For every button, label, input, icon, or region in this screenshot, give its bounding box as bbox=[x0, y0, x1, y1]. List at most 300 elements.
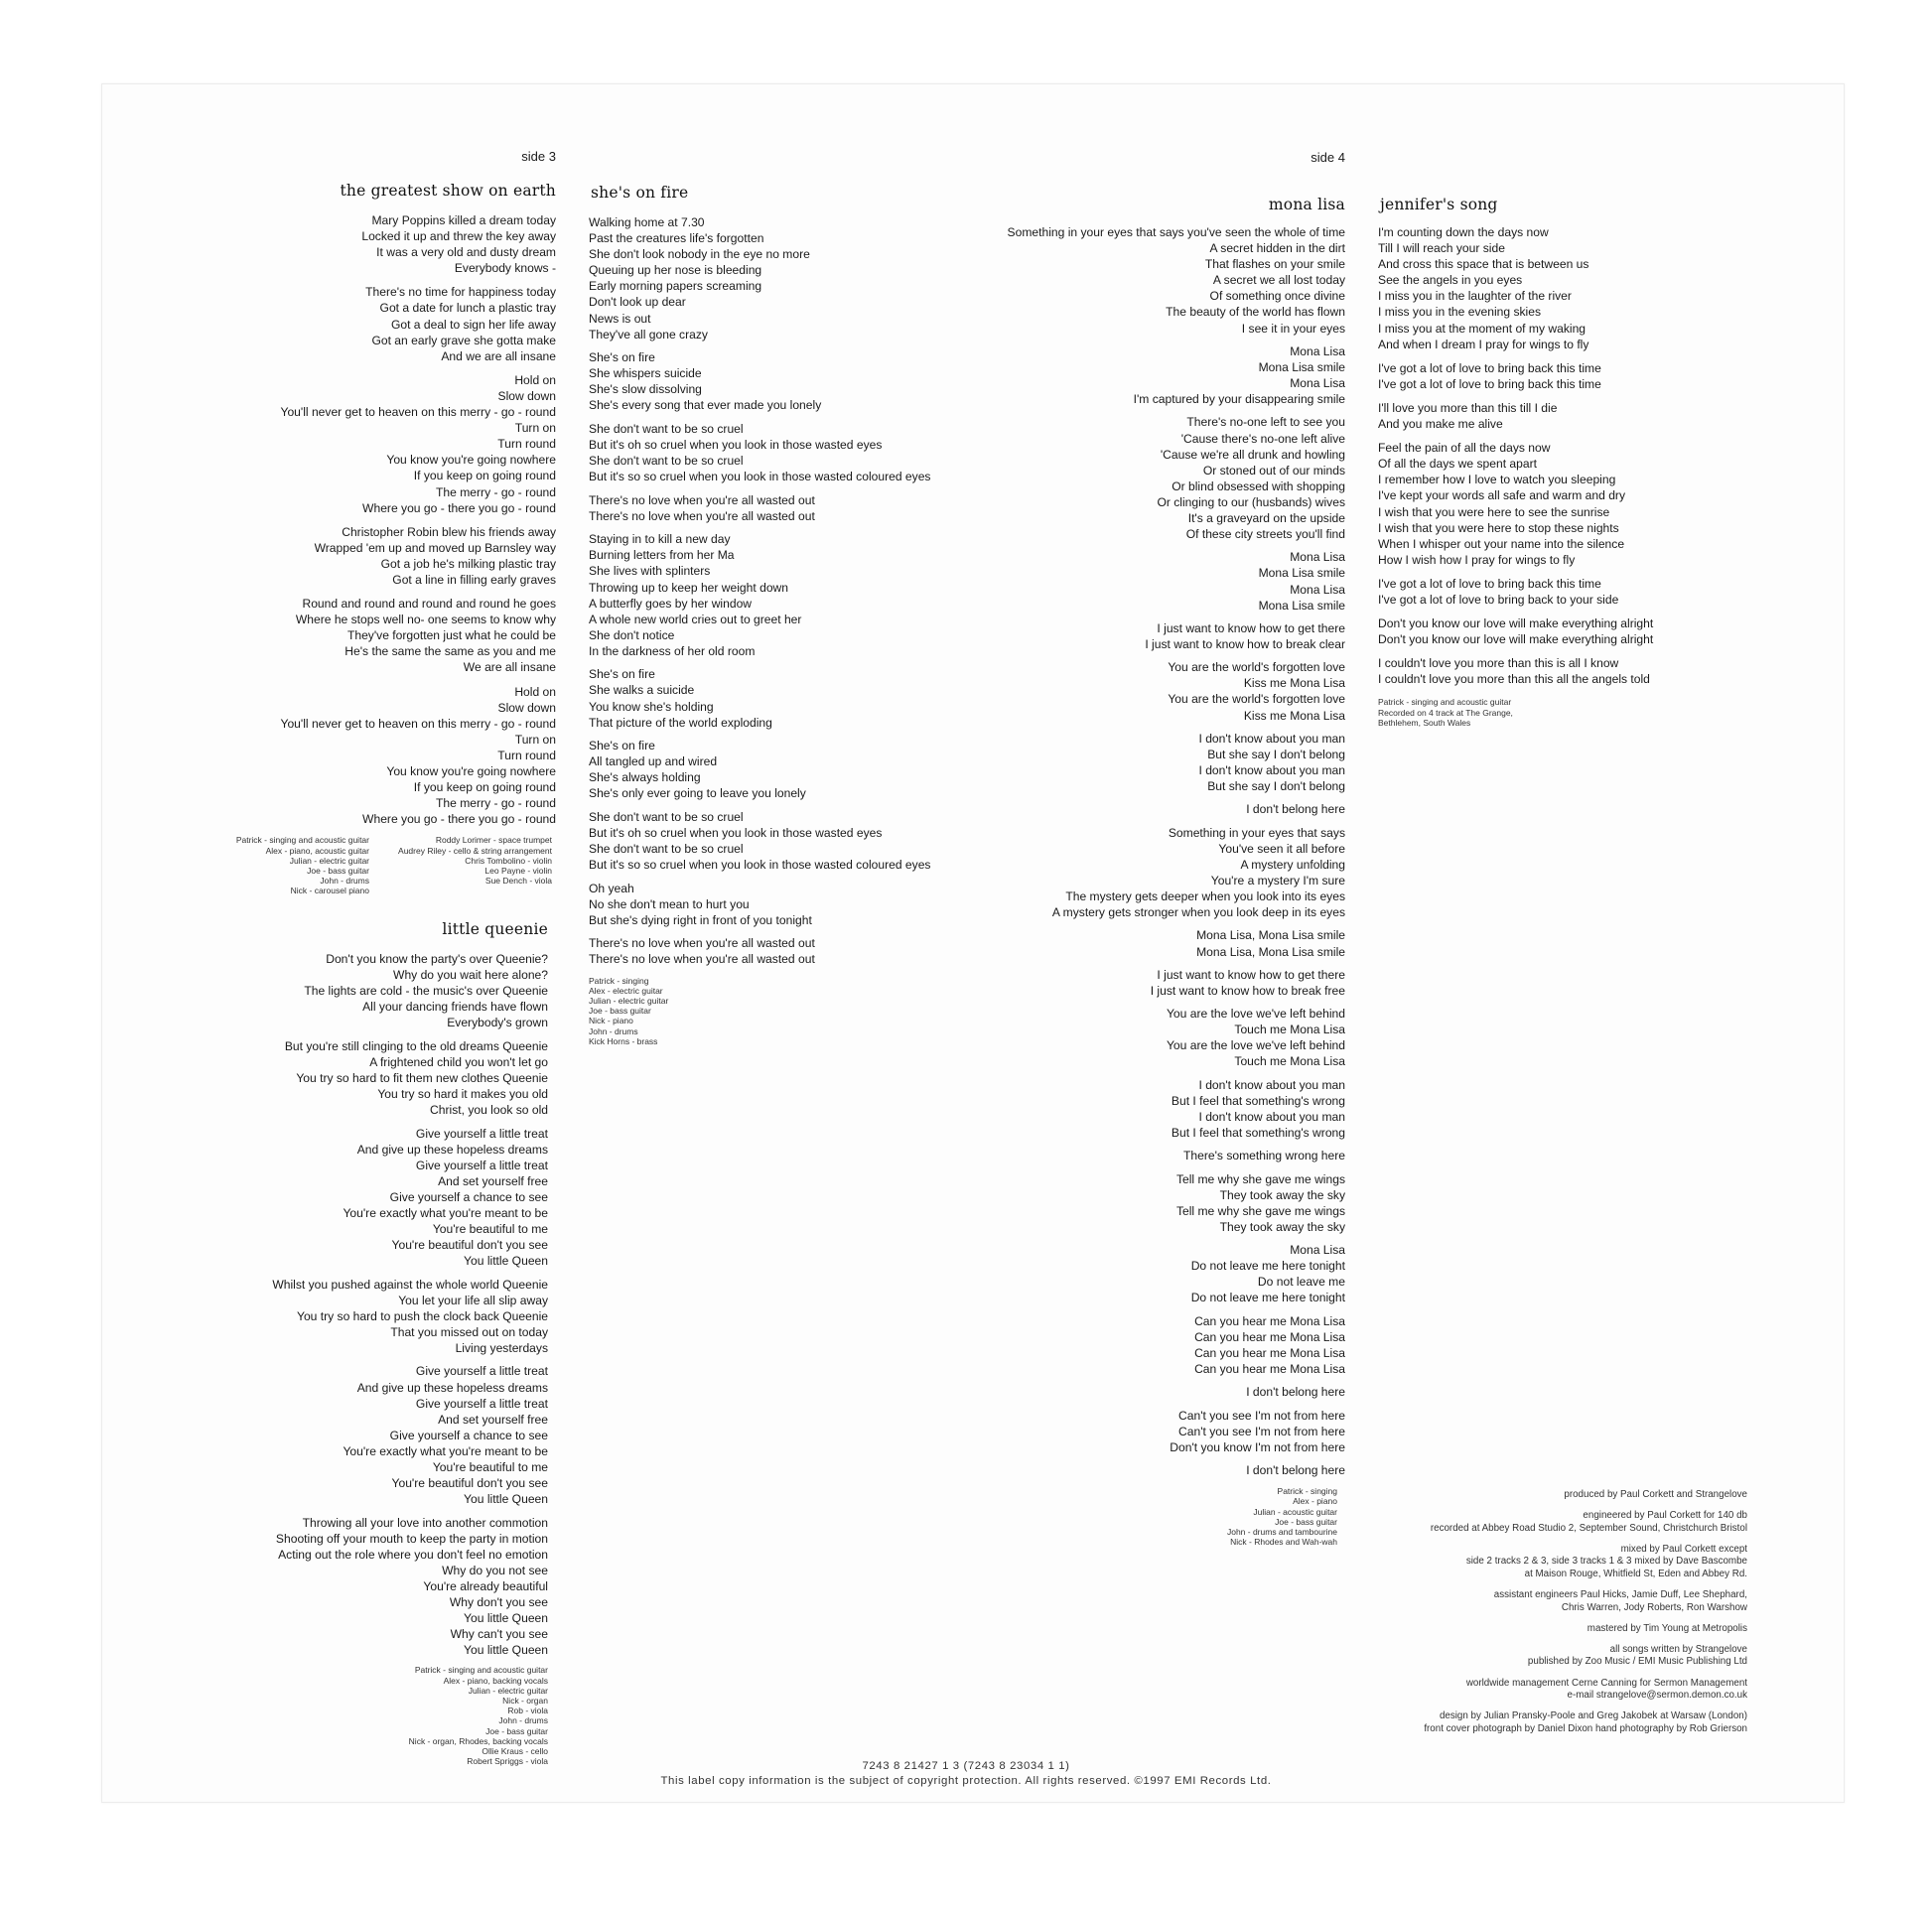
lyric-line: There's no time for happiness today bbox=[365, 285, 556, 300]
song-title: the greatest show on earth bbox=[340, 182, 556, 200]
lyrics bbox=[179, 951, 548, 1658]
lyric-line: Walking home at 7.30 bbox=[589, 215, 705, 229]
lyric-line: Don't you know our love will make everything alright bbox=[1378, 632, 1654, 647]
stanza bbox=[918, 224, 1345, 337]
stanza bbox=[1350, 1623, 1747, 1636]
lyric-line: All your dancing friends have flown bbox=[362, 1000, 548, 1015]
lyric-line: The mystery gets deeper when you look into its eyes bbox=[1065, 889, 1345, 904]
lyric-line: Turn on bbox=[514, 421, 556, 436]
lyric-line: She's slow dissolving bbox=[589, 382, 702, 397]
credits-block bbox=[179, 835, 552, 900]
stanza bbox=[918, 801, 1345, 817]
lyric-line: I've got a lot of love to bring back this time bbox=[1378, 576, 1601, 591]
stanza bbox=[918, 1242, 1345, 1305]
lyric-line: A butterfly goes by her window bbox=[589, 596, 753, 611]
credit-line: Audrey Riley - cello & string arrangement bbox=[398, 845, 552, 856]
lyric-line: Got a job he's milking plastic tray bbox=[380, 556, 556, 571]
lyric-line: I'm captured by your disappearing smile bbox=[1133, 392, 1345, 407]
lyric-line: You little Queen bbox=[464, 1492, 548, 1507]
lyrics bbox=[918, 224, 1345, 1478]
lyric-line: Don't you know I'm not from here bbox=[1170, 1439, 1345, 1454]
lyric-line: There's no-one left to see you bbox=[1186, 415, 1345, 430]
lyric-line: A whole new world cries out to greet her bbox=[589, 612, 802, 626]
lyric-line: But she say I don't belong bbox=[1207, 779, 1345, 794]
song-mona-lisa bbox=[918, 195, 1345, 1547]
credit-line: Joe - bass guitar bbox=[589, 1006, 651, 1017]
lyric-line: But I feel that something's wrong bbox=[1171, 1093, 1345, 1108]
lyric-line: I just want to know how to break clear bbox=[1145, 637, 1345, 651]
lyric-line: 'Cause we're all drunk and howling bbox=[1160, 447, 1345, 462]
lyric-line: I couldn't love you more than this all the angels told bbox=[1378, 672, 1650, 687]
lyric-line: They've forgotten just what he could be bbox=[346, 628, 556, 643]
song-title: jennifer's song bbox=[1380, 196, 1498, 213]
lyric-line: A secret we all lost today bbox=[1212, 273, 1345, 288]
stanza bbox=[918, 967, 1345, 999]
lyric-line: I don't know about you man bbox=[1198, 1109, 1345, 1124]
lyric-line: She walks a suicide bbox=[589, 683, 695, 698]
lyric-line: Slow down bbox=[497, 388, 556, 403]
lyric-line: You try so hard to push the clock back Queenie bbox=[296, 1308, 548, 1323]
credit-line: Nick - piano bbox=[589, 1016, 633, 1026]
stanza bbox=[179, 1126, 548, 1270]
lyric-line: Got a deal to sign her life away bbox=[390, 317, 556, 332]
credits-block bbox=[918, 1486, 1337, 1547]
lyric-line: worldwide management Cerne Canning for Sermon Management bbox=[1465, 1677, 1747, 1689]
lyric-line: Burning letters from her Ma bbox=[589, 548, 735, 563]
lyric-line: Mona Lisa smile bbox=[1258, 359, 1345, 374]
side-3-label: side 3 bbox=[521, 149, 556, 164]
stanza bbox=[1350, 1678, 1747, 1703]
lyric-line: But it's so so cruel when you look in those wasted coloured eyes bbox=[589, 470, 931, 484]
lyric-line: The beauty of the world has flown bbox=[1166, 305, 1345, 320]
lyric-line: You'll never get to heaven on this merry - go - round bbox=[280, 716, 556, 731]
lyric-line: Early morning papers screaming bbox=[589, 279, 762, 294]
song-title: little queenie bbox=[442, 920, 548, 938]
lyric-line: Whilst you pushed against the whole world Queenie bbox=[272, 1277, 548, 1292]
lyric-line: e-mail strangelove@sermon.demon.co.uk bbox=[1567, 1690, 1747, 1702]
lyric-line: You'll never get to heaven on this merry - go - round bbox=[280, 405, 556, 420]
lyric-line: assistant engineers Paul Hicks, Jamie Duff, Lee Shephard, bbox=[1493, 1589, 1747, 1601]
stanza bbox=[179, 596, 556, 675]
lyric-line: Mary Poppins killed a dream today bbox=[371, 213, 556, 227]
lyric-line: I don't know about you man bbox=[1198, 731, 1345, 746]
lyric-line: Where you go - there you go - round bbox=[362, 500, 556, 515]
lyric-line: I wish that you were here to see the sunrise bbox=[1378, 504, 1610, 519]
lyric-line: And give up these hopeless dreams bbox=[356, 1380, 548, 1395]
lyric-line: Living yesterdays bbox=[455, 1341, 548, 1356]
song-little-queenie bbox=[179, 919, 548, 1766]
lyric-line: She's always holding bbox=[589, 770, 701, 785]
credit-line: Ollie Kraus - cello bbox=[482, 1746, 548, 1757]
lyric-line: Queuing up her nose is bleeding bbox=[589, 263, 762, 278]
lyric-line: Give yourself a little treat bbox=[415, 1396, 548, 1411]
lyric-line: Don't look up dear bbox=[589, 295, 686, 310]
copyright-notice: This label copy information is the subject of copyright protection. All rights reserved. ©1997 EMI Records Ltd. bbox=[660, 1775, 1272, 1787]
lyric-line: That you missed out on today bbox=[390, 1324, 548, 1339]
stanza bbox=[179, 284, 556, 363]
lyric-line: Of these city streets you'll find bbox=[1185, 527, 1345, 542]
credit-line: Leo Payne - violin bbox=[484, 865, 552, 876]
lyric-line: Do not leave me bbox=[1257, 1275, 1345, 1290]
lyric-line: A secret hidden in the dirt bbox=[1209, 241, 1345, 256]
lyric-line: Touch me Mona Lisa bbox=[1234, 1054, 1345, 1069]
lyric-line: Why do you not see bbox=[442, 1563, 548, 1577]
lyric-line: You are the love we've left behind bbox=[1166, 1007, 1345, 1022]
stanza bbox=[179, 1038, 548, 1118]
lyric-line: Why do you wait here alone? bbox=[393, 968, 548, 983]
lyric-line: You try so hard it makes you old bbox=[377, 1087, 548, 1102]
lyric-line: But it's oh so cruel when you look in those wasted eyes bbox=[589, 438, 883, 452]
lyric-line: I wish that you were here to stop these nights bbox=[1378, 520, 1619, 535]
lyric-line: Locked it up and threw the key away bbox=[361, 229, 556, 244]
lyric-line: Don't you know the party's over Queenie? bbox=[326, 952, 548, 966]
lyric-line: And we are all insane bbox=[441, 348, 556, 363]
lyric-line: Mona Lisa bbox=[1290, 343, 1345, 358]
stanza bbox=[1350, 1589, 1747, 1614]
lyric-line: It was a very old and dusty dream bbox=[376, 245, 556, 260]
credit-line: Chris Tombolino - violin bbox=[465, 855, 552, 866]
credit-line: Julian - electric guitar bbox=[468, 1685, 548, 1696]
lyric-line: In the darkness of her old room bbox=[589, 643, 756, 658]
lyric-line: at Maison Rouge, Whitfield St, Eden and Abbey Rd. bbox=[1524, 1568, 1747, 1579]
stanza bbox=[1350, 1510, 1747, 1535]
lyric-line: A mystery gets stronger when you look deep in its eyes bbox=[1051, 905, 1345, 920]
lyric-line: You're beautiful don't you see bbox=[391, 1238, 548, 1253]
stanza bbox=[1378, 440, 1795, 568]
lyric-line: But she's dying right in front of you tonight bbox=[589, 912, 812, 927]
stanza bbox=[1350, 1644, 1747, 1669]
lyric-line: A frightened child you won't let go bbox=[369, 1054, 548, 1069]
lyric-line: That picture of the world exploding bbox=[589, 715, 772, 730]
lyric-line: There's no love when you're all wasted out bbox=[589, 936, 815, 951]
credit-line: Bethlehem, South Wales bbox=[1378, 717, 1471, 728]
lyric-line: And you make me alive bbox=[1378, 417, 1503, 432]
lyric-line: Or stoned out of our minds bbox=[1202, 463, 1345, 478]
lyric-line: Past the creatures life's forgotten bbox=[589, 231, 764, 246]
lyric-line: She's only ever going to leave you lonely bbox=[589, 786, 806, 801]
credit-line: Patrick - singing bbox=[589, 975, 649, 986]
lyric-line: Got a date for lunch a plastic tray bbox=[379, 301, 556, 316]
lyric-line: She lives with splinters bbox=[589, 564, 711, 579]
lyric-line: If you keep on going round bbox=[413, 469, 556, 483]
lyric-line: side 2 tracks 2 & 3, side 3 tracks 1 & 3 mixed by Dave Bascombe bbox=[1465, 1556, 1747, 1568]
credit-line: Alex - piano, acoustic guitar bbox=[265, 845, 369, 856]
lyric-line: I couldn't love you more than this is all I know bbox=[1378, 656, 1619, 671]
lyric-line: I miss you at the moment of my waking bbox=[1378, 321, 1587, 336]
lyric-line: Feel the pain of all the days now bbox=[1378, 441, 1551, 456]
lyric-line: Mona Lisa bbox=[1290, 1243, 1345, 1258]
side-4-label: side 4 bbox=[1311, 150, 1345, 165]
stanza bbox=[179, 212, 556, 276]
lyric-line: all songs written by Strangelove bbox=[1609, 1643, 1747, 1655]
credit-line: Alex - piano bbox=[1293, 1496, 1337, 1507]
lyric-line: I see it in your eyes bbox=[1241, 321, 1345, 336]
lyric-line: Or clinging to our (husbands) wives bbox=[1157, 494, 1345, 509]
lyric-line: That flashes on your smile bbox=[1204, 257, 1345, 272]
stanza bbox=[179, 1363, 548, 1507]
lyric-line: Of all the days we spent apart bbox=[1378, 457, 1537, 472]
lyric-line: The merry - go - round bbox=[436, 796, 556, 811]
stanza bbox=[179, 524, 556, 588]
lyric-line: You're beautiful to me bbox=[432, 1222, 548, 1237]
lyric-line: 'Cause there's no-one left alive bbox=[1180, 431, 1345, 446]
song-greatest-show-on-earth bbox=[179, 181, 556, 900]
lyric-line: I've got a lot of love to bring back this time bbox=[1378, 376, 1601, 391]
credit-line: Recorded on 4 track at The Grange, bbox=[1378, 707, 1513, 718]
lyric-line: News is out bbox=[589, 311, 651, 326]
song-title: mona lisa bbox=[1268, 196, 1345, 213]
lyric-line: Round and round and round and round he goes bbox=[302, 597, 556, 612]
catalog-number: 7243 8 21427 1 3 (7243 8 23034 1 1) bbox=[862, 1760, 1070, 1772]
credit-line: Kick Horns - brass bbox=[589, 1035, 658, 1046]
lyric-line: Do not leave me here tonight bbox=[1190, 1291, 1345, 1305]
lyric-line: I miss you in the evening skies bbox=[1378, 305, 1542, 320]
lyric-line: You are the love we've left behind bbox=[1166, 1038, 1345, 1053]
lyric-line: I've got a lot of love to bring back this time bbox=[1378, 360, 1601, 375]
lyric-line: You little Queen bbox=[464, 1643, 548, 1658]
lyric-line: Kiss me Mona Lisa bbox=[1243, 676, 1345, 691]
lyric-line: But it's oh so cruel when you look in those wasted eyes bbox=[589, 826, 883, 841]
lyric-line: Give yourself a chance to see bbox=[389, 1189, 548, 1204]
credit-line: John - drums and tambourine bbox=[1226, 1526, 1337, 1537]
lyric-line: Give yourself a little treat bbox=[415, 1158, 548, 1172]
stanza bbox=[1378, 224, 1795, 352]
lyric-line: But she say I don't belong bbox=[1207, 747, 1345, 761]
stanza bbox=[918, 1006, 1345, 1069]
lyric-line: She don't want to be so cruel bbox=[589, 842, 744, 857]
lyric-line: Mona Lisa bbox=[1290, 550, 1345, 565]
lyric-line: Wrapped 'em up and moved up Barnsley way bbox=[314, 540, 556, 555]
lyric-line: Can you hear me Mona Lisa bbox=[1194, 1362, 1345, 1376]
lyric-line: If you keep on going round bbox=[413, 780, 556, 795]
lyric-line: recorded at Abbey Road Studio 2, September Sound, Christchurch Bristol bbox=[1430, 1522, 1747, 1534]
stanza bbox=[179, 372, 556, 516]
lyric-line: Hold on bbox=[514, 684, 556, 699]
lyric-line: Everybody's grown bbox=[447, 1016, 548, 1030]
lyric-line: I've kept your words all safe and warm and dry bbox=[1378, 488, 1626, 503]
lyric-line: You're exactly what you're meant to be bbox=[343, 1206, 548, 1220]
credits-left bbox=[236, 835, 369, 895]
lyric-line: Why can't you see bbox=[450, 1627, 548, 1642]
lyric-line: Oh yeah bbox=[589, 881, 634, 895]
lyric-line: We are all insane bbox=[463, 660, 556, 675]
stanza bbox=[1378, 360, 1795, 392]
lyric-line: You little Queen bbox=[464, 1254, 548, 1269]
lyric-line: You are the world's forgotten love bbox=[1168, 660, 1345, 675]
lyrics bbox=[1378, 224, 1795, 687]
lyric-line: A mystery unfolding bbox=[1240, 857, 1345, 872]
stanza bbox=[1378, 615, 1795, 647]
lyric-line: Mona Lisa, Mona Lisa smile bbox=[1196, 928, 1345, 943]
lyric-line: But it's so so cruel when you look in those wasted coloured eyes bbox=[589, 858, 931, 873]
credit-line: John - drums bbox=[320, 876, 369, 887]
lyric-line: She's every song that ever made you lonely bbox=[589, 398, 822, 413]
lyrics bbox=[179, 212, 556, 827]
lyric-line: Mona Lisa bbox=[1290, 582, 1345, 597]
credit-line: John - drums bbox=[498, 1715, 548, 1726]
lyric-line: Acting out the role where you don't feel no emotion bbox=[278, 1547, 548, 1562]
lyric-line: Turn on bbox=[514, 732, 556, 747]
lyric-line: Tell me why she gave me wings bbox=[1175, 1171, 1345, 1186]
stanza bbox=[1350, 1710, 1747, 1735]
lyric-line: I've got a lot of love to bring back to your side bbox=[1378, 592, 1619, 607]
lyric-line: You're exactly what you're meant to be bbox=[343, 1443, 548, 1458]
credit-line: Alex - electric guitar bbox=[589, 985, 663, 996]
lyric-line: And give up these hopeless dreams bbox=[356, 1142, 548, 1157]
stanza bbox=[179, 1515, 548, 1659]
lyric-line: I don't know about you man bbox=[1198, 763, 1345, 778]
lyric-line: Staying in to kill a new day bbox=[589, 532, 731, 547]
lyric-line: The merry - go - round bbox=[436, 484, 556, 499]
lyric-line: Mona Lisa smile bbox=[1258, 598, 1345, 613]
lyric-line: Why don't you see bbox=[449, 1595, 548, 1610]
stanza bbox=[1350, 1544, 1747, 1581]
stanza bbox=[918, 659, 1345, 723]
lyric-line: Can you hear me Mona Lisa bbox=[1194, 1329, 1345, 1344]
credit-line: Joe - bass guitar bbox=[1275, 1516, 1337, 1527]
lyric-line: I'll love you more than this till I die bbox=[1378, 400, 1558, 415]
lyric-line: There's no love when you're all wasted out bbox=[589, 952, 815, 967]
lyric-line: I just want to know how to break free bbox=[1150, 983, 1345, 998]
credit-line: John - drums bbox=[589, 1025, 638, 1036]
lyric-line: I don't belong here bbox=[1246, 1385, 1345, 1400]
lyric-line: Christ, you look so old bbox=[430, 1103, 548, 1118]
lyric-line: All tangled up and wired bbox=[589, 754, 718, 769]
stanza bbox=[918, 1313, 1345, 1377]
stanza bbox=[179, 684, 556, 828]
lyric-line: I don't belong here bbox=[1246, 802, 1345, 817]
stanza bbox=[918, 1408, 1345, 1455]
lyric-line: She's on fire bbox=[589, 739, 655, 753]
stanza bbox=[918, 414, 1345, 542]
credits-block bbox=[1378, 697, 1795, 728]
credit-line: Rob - viola bbox=[507, 1706, 548, 1716]
lyric-line: You're already beautiful bbox=[423, 1578, 548, 1593]
credit-line: Patrick - singing bbox=[1277, 1486, 1337, 1497]
lyric-line: Do not leave me here tonight bbox=[1190, 1259, 1345, 1274]
lyric-line: But I feel that something's wrong bbox=[1171, 1126, 1345, 1141]
lyric-line: produced by Paul Corkett and Strangelove bbox=[1564, 1489, 1747, 1500]
lyric-line: No she don't mean to hurt you bbox=[589, 896, 750, 911]
lyric-line: He's the same the same as you and me bbox=[345, 644, 556, 659]
stanza bbox=[918, 1077, 1345, 1141]
stanza bbox=[918, 927, 1345, 959]
credit-line: Julian - electric guitar bbox=[289, 855, 369, 866]
lyric-line: She's on fire bbox=[589, 667, 655, 682]
lyric-line: She whispers suicide bbox=[589, 366, 702, 381]
lyric-line: Something in your eyes that says bbox=[1168, 825, 1345, 840]
credit-line: Patrick - singing and acoustic guitar bbox=[1378, 697, 1512, 708]
lyric-line: The lights are cold - the music's over Queenie bbox=[304, 984, 548, 999]
stanza bbox=[1378, 400, 1795, 432]
lyric-line: design by Julian Pransky-Poole and Greg Jakobek at Warsaw (London) bbox=[1439, 1710, 1747, 1722]
stanza bbox=[918, 620, 1345, 652]
lyric-line: You know you're going nowhere bbox=[386, 764, 556, 778]
stanza bbox=[1378, 655, 1795, 687]
lyric-line: Turn round bbox=[497, 437, 556, 452]
lyric-line: There's no love when you're all wasted out bbox=[589, 492, 815, 507]
lyric-line: Can't you see I'm not from here bbox=[1178, 1408, 1345, 1423]
lyric-line: I just want to know how to get there bbox=[1157, 967, 1345, 982]
stanza bbox=[918, 1462, 1345, 1478]
lyric-line: She don't notice bbox=[589, 627, 675, 642]
lyric-line: And set yourself free bbox=[438, 1412, 548, 1427]
lyric-line: You're beautiful don't you see bbox=[391, 1476, 548, 1491]
lyric-line: It's a graveyard on the upside bbox=[1187, 510, 1345, 525]
lyric-line: They took away the sky bbox=[1219, 1219, 1345, 1234]
lyric-line: Where you go - there you go - round bbox=[362, 812, 556, 827]
lyric-line: Where he stops well no- one seems to know why bbox=[295, 613, 556, 627]
credit-line: Joe - bass guitar bbox=[485, 1725, 548, 1736]
production-credits bbox=[1350, 1489, 1747, 1735]
song-jennifers-song bbox=[1378, 195, 1795, 728]
lyric-line: There's no love when you're all wasted out bbox=[589, 508, 815, 523]
stanza bbox=[918, 1171, 1345, 1235]
lyric-line: When I whisper out your name into the silence bbox=[1378, 536, 1625, 551]
lyric-line: She's on fire bbox=[589, 350, 655, 365]
lyric-line: You've seen it all before bbox=[1218, 841, 1345, 856]
lyric-line: But you're still clinging to the old dreams Queenie bbox=[284, 1038, 548, 1053]
lyric-line: front cover photograph by Daniel Dixon hand photography by Rob Grierson bbox=[1424, 1722, 1747, 1734]
lyric-line: I miss you in the laughter of the river bbox=[1378, 289, 1572, 304]
lyric-line: There's something wrong here bbox=[1183, 1149, 1345, 1163]
lyric-line: Of something once divine bbox=[1209, 289, 1345, 304]
lyric-line: You're a mystery I'm sure bbox=[1210, 873, 1345, 888]
lyric-line: And when I dream I pray for wings to fly bbox=[1378, 337, 1589, 351]
lyric-line: Got an early grave she gotta make bbox=[371, 333, 556, 347]
lyric-line: They took away the sky bbox=[1219, 1187, 1345, 1202]
lyric-line: Slow down bbox=[497, 700, 556, 715]
credit-line: Nick - organ, Rhodes, backing vocals bbox=[408, 1735, 548, 1746]
credit-line: Julian - acoustic guitar bbox=[1253, 1506, 1337, 1517]
credit-line: Patrick - singing and acoustic guitar bbox=[414, 1665, 548, 1676]
lyric-line: Give yourself a little treat bbox=[415, 1364, 548, 1379]
lyric-line: You let your life all slip away bbox=[398, 1293, 548, 1307]
credit-line: Patrick - singing and acoustic guitar bbox=[235, 835, 369, 846]
credits-block bbox=[179, 1665, 548, 1766]
lyric-line: Hold on bbox=[514, 372, 556, 387]
stanza bbox=[918, 825, 1345, 921]
credit-line: Nick - carousel piano bbox=[290, 886, 369, 896]
lyric-line: And cross this space that is between us bbox=[1378, 257, 1589, 272]
lyric-line: I remember how I love to watch you sleeping bbox=[1378, 473, 1616, 487]
lyric-line: Kiss me Mona Lisa bbox=[1243, 708, 1345, 723]
credit-line: Joe - bass guitar bbox=[307, 865, 369, 876]
lyric-line: Mona Lisa, Mona Lisa smile bbox=[1196, 944, 1345, 959]
stanza bbox=[918, 343, 1345, 407]
lyric-line: Mona Lisa bbox=[1290, 376, 1345, 391]
lyric-line: Can't you see I'm not from here bbox=[1178, 1424, 1345, 1438]
credit-line: Alex - piano, backing vocals bbox=[443, 1675, 548, 1686]
lyric-line: She don't want to be so cruel bbox=[589, 421, 744, 436]
lyric-line: She don't want to be so cruel bbox=[589, 809, 744, 824]
lyric-line: Shooting off your mouth to keep the party in motion bbox=[275, 1531, 548, 1546]
stanza bbox=[1378, 576, 1795, 608]
lyric-line: Mona Lisa smile bbox=[1258, 566, 1345, 581]
stanza bbox=[918, 549, 1345, 613]
lyric-line: Till I will reach your side bbox=[1378, 241, 1505, 256]
lyric-line: Christopher Robin blew his friends away bbox=[342, 524, 556, 539]
lyric-line: See the angels in you eyes bbox=[1378, 273, 1523, 288]
lyric-line: Give yourself a chance to see bbox=[389, 1428, 548, 1442]
lyric-line: Can you hear me Mona Lisa bbox=[1194, 1345, 1345, 1360]
lyric-line: engineered by Paul Corkett for 140 db bbox=[1583, 1510, 1747, 1522]
credit-line: Julian - electric guitar bbox=[589, 995, 669, 1006]
lyric-line: Don't you know our love will make everything alright bbox=[1378, 616, 1654, 631]
lyric-line: You're beautiful to me bbox=[432, 1460, 548, 1474]
lyric-line: You little Queen bbox=[464, 1611, 548, 1626]
credit-line: Nick - organ bbox=[502, 1696, 548, 1707]
